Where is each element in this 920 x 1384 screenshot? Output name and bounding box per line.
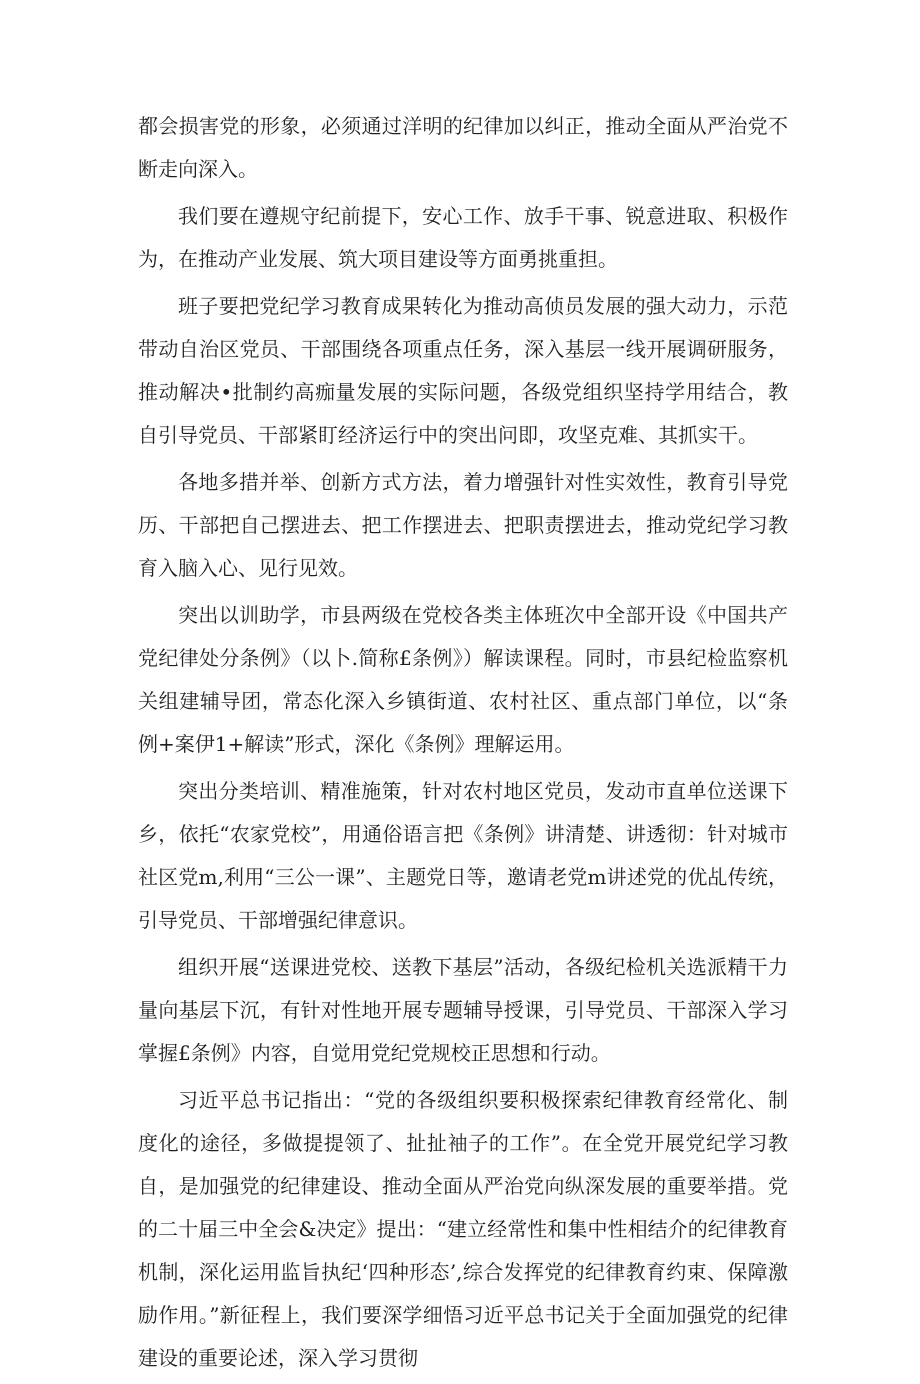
paragraph: 我们要在遵规守纪前提下，安心工作、放手干事、锐意进取、积极作为，在推动产业发展、筑大项目建设等方面勇挑重担。: [138, 204, 788, 271]
paragraph: 组织开展“送课进党校、送教下基层”活动，各级纪检机关选派精干力量向基层下沉，有针对性地开展专题辅导授课，引导党员、干部深入学习掌握£条例》内容，自觉用党纪党规校正思想和行动。: [138, 955, 788, 1065]
document-body: [138, 105, 788, 1384]
paragraph-continuation: 都会损害党的形象，必须通过洋明的纪律加以纠正，推动全面从严治党不断走向深入。: [138, 114, 788, 181]
paragraph: 突出以训助学，市县两级在党校各类主体班次中全部开设《中国共产党纪律处分条例》（以卜.简称£条例》）解读课程。同时，市县纪检监察机关组建辅导团，常态化深入乡镇街道、农村社区、重点部门单位，以“条例+案伊1+解读”形式，深化《条例》理解运用。: [138, 603, 788, 756]
paragraph: 习近平总书记指出：“党的各级组织要积极探索纪律教育经常化、制度化的途径，多做提提领了、扯扯袖子的工作”。在全党开展党纪学习教自，是加强党的纪律建设、推动全面从严治党向纵深发展的重要举措。党的二十届三中全会&决定》提出：“建立经常性和集中性相结介的纪律教育机制，深化运用监旨执纪‘四种形态’,综合发挥党的纪律教育约束、保障激励作用。”新征程上，我们要深学细悟习近平总书记关于全面加强党的纪律建设的重要论述，深入学习贯彻: [138, 1088, 788, 1370]
paragraph: 突出分类培训、精准施策，针对农村地区党员，发动市直单位送课下乡，依托“农家党校”，用通俗语言把《条例》讲清楚、讲透彻：针对城市社区党m,利用“三公一课”、主题党日等，邀请老党m讲述党的优乩传统，引导党员、干部增强纪律意识。: [138, 779, 788, 932]
paragraph: 各地多措并举、创新方式方法，着力增强针对性实效性，教育引导党历、干部把自己摆进去、把工作摆进去、把职责摆进去，推动党纪学习教育入脑入心、见行见效。: [138, 470, 788, 580]
paragraph: 班子要把党纪学习教育成果转化为推动高侦员发展的强大动力，示范带动自治区党员、干部围绕各项重点任务，深入基层一线开展调研服务，推动解决•批制约高痂量发展的实际问题，各级党组织坚持学用结合，教自引导党员、干部紧盯经济运行中的突出问即，攻坚克难、其抓实干。: [138, 294, 788, 447]
